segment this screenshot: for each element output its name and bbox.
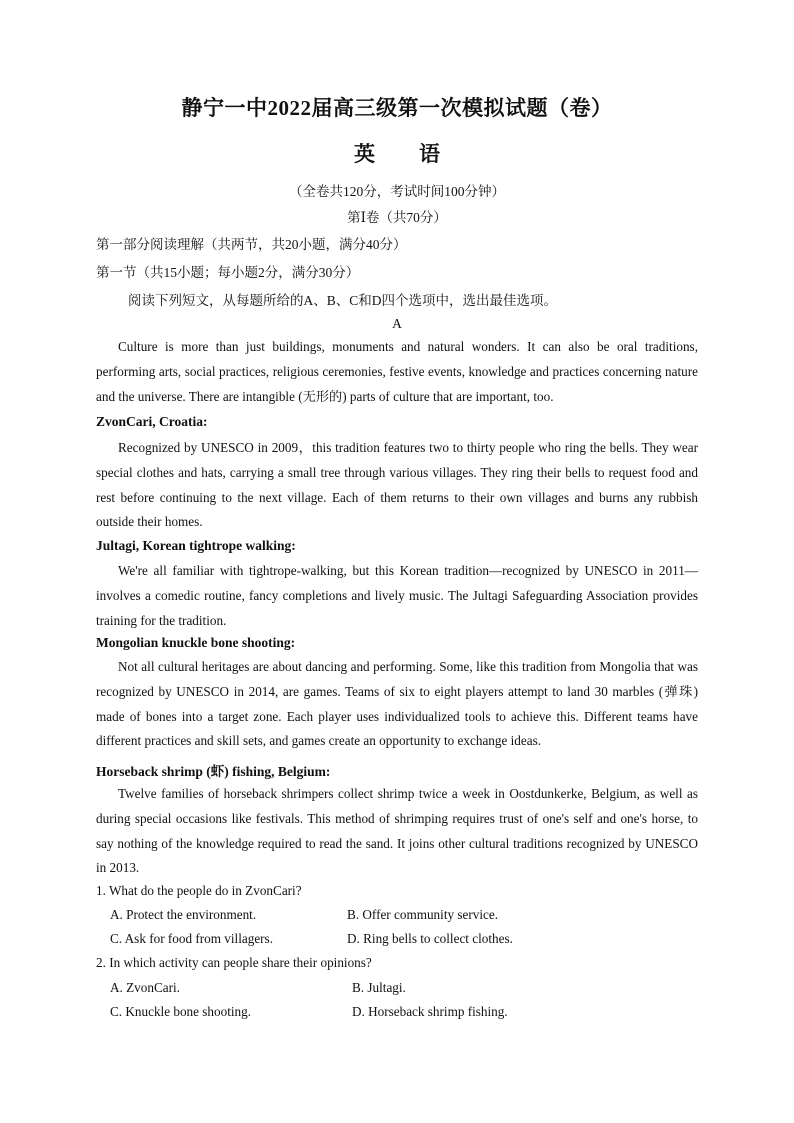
section-label: 第一节（共15小题；每小题2分，满分30分） xyxy=(96,265,360,280)
heading-shrimp: Horseback shrimp (虾) fishing, Belgium: xyxy=(96,764,331,779)
heading-zvoncari: ZvonCari, Croatia: xyxy=(96,414,208,429)
question-1-option-c: C. Ask for food from villagers. xyxy=(110,931,273,946)
heading-mongolian: Mongolian knuckle bone shooting: xyxy=(96,635,296,650)
subject-title xyxy=(0,138,794,168)
heading-jultagi: Jultagi, Korean tightrope walking: xyxy=(96,538,296,553)
paragraph-jultagi: We're all familiar with tightrope-walking, but this Korean tradition—recognized by UNESCO in 2011—involves a comedic routine, fancy completions and lively music. The Jultagi Safeguarding Association provides training for the tradition. xyxy=(96,563,698,628)
question-2-option-b: B. Jultagi. xyxy=(352,980,406,995)
question-1-option-b: B. Offer community service. xyxy=(347,907,499,922)
question-2-option-a: A. ZvonCari. xyxy=(110,980,180,995)
exam-info: （全卷共120分，考试时间100分钟） xyxy=(289,184,505,199)
question-1-option-a: A. Protect the environment. xyxy=(110,907,257,922)
question-1-stem: 1. What do the people do in ZvonCari? xyxy=(96,883,302,898)
instruction: 阅读下列短文，从每题所给的A、B、C和D四个选项中，选出最佳选项。 xyxy=(128,293,558,308)
subject-char-1: 英 xyxy=(354,142,375,166)
subject-char-2: 语 xyxy=(419,142,440,166)
question-1-option-d: D. Ring bells to collect clothes. xyxy=(347,931,513,946)
question-2-stem: 2. In which activity can people share their opinions? xyxy=(96,955,372,970)
paragraph-zvoncari: Recognized by UNESCO in 2009，this tradition features two to thirty people who ring the bells. They wear special clothes and hats, carrying a small tree through various villages. They ring their bells to request food and rest before continuing to the next village. Each of them returns to their own villages and burns any rubbish outside their homes. xyxy=(96,440,698,530)
exam-title: 静宁一中2022届高三级第一次模拟试题（卷） xyxy=(181,96,613,120)
passage-intro: Culture is more than just buildings, monuments and natural wonders. It can also be oral traditions, performing arts, social practices, religious ceremonies, festive events, knowledge and practices concerning nature and the universe. There are intangible (无形的) parts of culture that are important, too. xyxy=(96,339,698,404)
volume-label: 第Ⅰ卷（共70分） xyxy=(347,210,447,225)
passage-label: A xyxy=(392,316,402,331)
paragraph-mongolian: Not all cultural heritages are about dancing and performing. Some, like this tradition from Mongolia that was recognized by UNESCO in 2014, are games. Teams of six to eight players attempt to land 30 marbles (弹珠) made of bones into a target zone. Each player uses individualized tools to achieve this. Different teams have different practices and skill sets, and games create an opportunity to exchange ideas. xyxy=(96,659,698,749)
question-2-option-d: D. Horseback shrimp fishing. xyxy=(352,1004,508,1019)
paragraph-shrimp: Twelve families of horseback shrimpers collect shrimp twice a week in Oostdunkerke, Belgium, as well as during special occasions like festivals. This method of shrimping requires trust of one's self and one's horse, to say nothing of the knowledge required to read the sand. It joins other cultural traditions recognized by UNESCO in 2013. xyxy=(96,786,698,876)
part-label: 第一部分阅读理解（共两节，共20小题，满分40分） xyxy=(96,237,407,252)
question-2-option-c: C. Knuckle bone shooting. xyxy=(110,1004,252,1019)
